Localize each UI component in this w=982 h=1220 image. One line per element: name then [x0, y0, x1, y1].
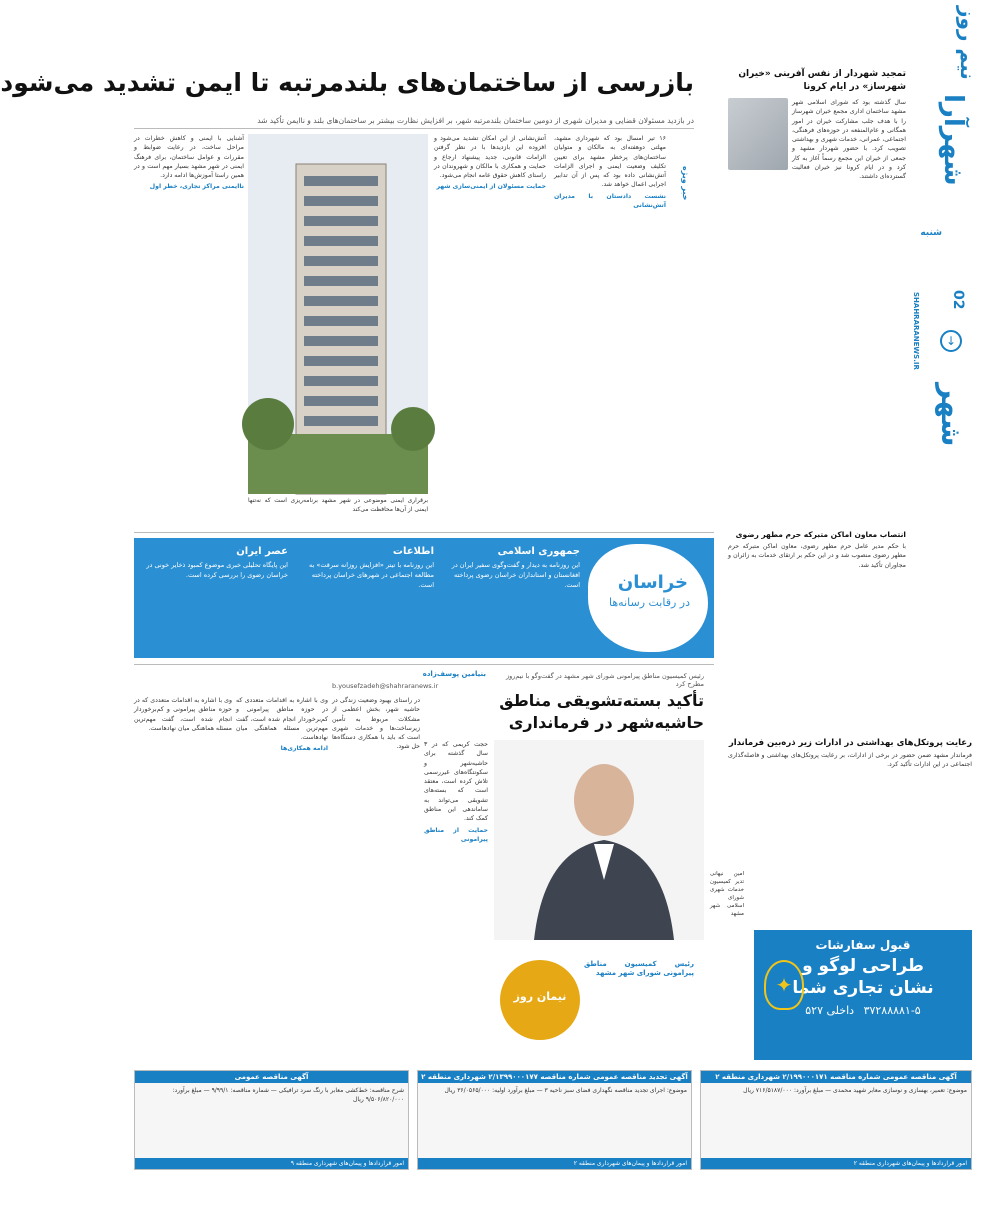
- sidebar-subhead: انتصاب معاون اماکن متبرکه حرم مطهر رضوی: [735, 530, 906, 539]
- lead-story-title: بازرسی از ساختمان‌های بلندمرتبه تا ایمن تشدید می‌شود: [0, 68, 694, 97]
- lead-kicker: خبر ویژه: [681, 165, 690, 200]
- building-photo: [248, 134, 428, 494]
- sidebar-story-title: تمجید شهردار از نفس آفرینی «خیران شهرساز» در ایام کرونا: [738, 69, 906, 92]
- lead-col-2: آتش‌نشانی از این امکان تشدید می‌شود و افزوده این بازدیدها با در نظر گرفتن الزامات قانونی، جدید پیشنهاد ارجاع و حمایت و همکاری با مالکان و شهروندان در راستای کاهش حقوق عامه انجام می‌شود. حمایت مسئولان از ایمنی‌سازی شهر: [434, 135, 546, 191]
- lead-story-subtitle: در بازدید مسئولان قضایی و مدیران شهری از دومین ساختمان بلندمرتبه شهر، بر افزایش نظارت بیشتر بر ساختمان‌های بلند و ناایمن تأکید شد: [257, 116, 694, 125]
- review-item-1: جمهوری اسلامی این روزنامه به دیدار و گفت‌وگوی سفیر ایران در افغانستان و استانداران خراسان رضوی پرداخته است.: [451, 546, 580, 589]
- interview-badge: نیمان روز: [500, 960, 580, 1040]
- interview-col-4: وی با اشاره به اقدامات متعددی که در حوزه مناطق پیرامونی و کم‌برخوردار انجام شده است، گفت مهم‌ترین مسئله هماهنگی میان نهادهاست.: [134, 697, 232, 732]
- masthead-logo: شهرآرا: [938, 94, 968, 186]
- section-arrow-icon: ↓: [940, 330, 962, 352]
- sidebar-story-body: سال گذشته بود که شورای اسلامی شهر مشهد ساختمان اداری مجمع خیران شهرساز را با هدف جلب مشارکت خیران در امور همگانی و عام‌المنفعه در حوزه‌های فرهنگی، اجتماعی، عمرانی، خدمات شهری و بهداشتی تصویب کرد. با حضور شهردار مشهد و جمعی از خیران این مجمع رسماً آغاز به کار کرد و در ایام کرونا نیز خیران فعالیت گسترده‌ای داشتند.: [792, 99, 906, 181]
- lead-subhead-1: حمایت مسئولان از ایمنی‌سازی شهر: [436, 183, 546, 191]
- masthead-day: شنبه: [920, 228, 942, 238]
- left-page-label: نیم روز: [956, 6, 980, 80]
- interview-col-3: وی با اشاره به اقدامات متعددی که در حوزه مناطق پیرامونی و کم‌برخوردار انجام شده است، گفت مهم‌ترین مسئله هماهنگی میان نهادهاست. ادامه همکاری‌ها: [236, 697, 328, 753]
- sidebar-body-3: فرماندار مشهد ضمن حضور در برخی از ادارات، بر رعایت پروتکل‌های بهداشتی و فاصله‌گذاری اجتماعی در این ادارات تأکید کرد.: [728, 752, 972, 769]
- bulb-icon: ✦: [764, 960, 804, 1010]
- logo-ad-banner[interactable]: ✦ قبول سفارشات طراحی لوگو و نشان تجاری شما ۳۷۲۸۸۸۸۱-۵ داخلی ۵۲۷: [754, 930, 972, 1060]
- interview-subhead-2: ادامه همکاری‌ها: [280, 745, 328, 753]
- tender-ad-1: آگهی مناقصه عمومی شرح مناقصه: خط‌کشی معابر با رنگ سرد ترافیکی — شماره مناقصه: ۹/۹۹/۱ — مبلغ برآورد: ۹/۵۰۶/۸۲۰/۰۰۰ ریال امور قراردادها و پیمان‌های شهرداری منطقه ۹: [134, 1070, 409, 1170]
- khorasan-review: [134, 538, 714, 658]
- lead-subhead-2: نشست دادستان با مدیران آتش‌نشانی: [554, 192, 666, 210]
- ad-phone[interactable]: ۳۷۲۸۸۸۸۱-۵: [863, 1004, 921, 1017]
- interview-col-2: در راستای بهبود وضعیت زندگی در حاشیه شهر، بخش اعظمی از مشکلات مربوط به تأمین زیرساخت‌ها و خدمات شهری است که باید با همکاری دستگاه‌ها حل شود.: [332, 697, 420, 751]
- sidebar-body-2: با حکم مدیر عامل حرم مطهر رضوی، معاون اماکن متبرکه حرم مطهر رضوی منصوب شد و در این حکم بر ارتقای خدمات به زائران و مجاوران تأکید شد.: [728, 543, 906, 569]
- building-photo-caption: برقراری ایمنی موضوعی در شهر مشهد برنامه‌ریزی است که نه‌تنها ایمنی از آن‌ها محافظت می‌کند: [248, 497, 428, 514]
- sidebar-subhead-2: رعایت پروتکل‌های بهداشتی در ادارات زیر ذره‌بین فرماندار: [728, 738, 972, 748]
- sidebar-story: [728, 68, 906, 528]
- interview-pull-quote: رئیس کمیسیون مناطق پیرامونی شورای شهر مشهد: [584, 960, 694, 978]
- khorasan-title: خراسان: [617, 572, 688, 593]
- tender-ad-2: آگهی تجدید مناقصه عمومی شماره مناقصه ۲/۱۳۹۹۰۰۰۱۷۷ شهرداری منطقه ۲ موضوع: اجرای تجدید مناقصه نگهداری فضای سبز ناحیه ۳ — مبلغ برآورد اولیه: ۳۶/۰۵۶۵/۰۰۰ ریال امور قراردادها و پیمان‌های شهرداری منطقه ۲: [417, 1070, 692, 1170]
- sidebar-photo: [728, 98, 788, 170]
- interview-kicker: بنیامین پوسف‌زاده: [422, 670, 486, 678]
- interview-subhead-1: حمایت از مناطق پیرامونی: [424, 826, 488, 843]
- page-number: 02: [950, 290, 966, 310]
- portrait-illustration: [494, 740, 704, 940]
- review-item-2: اطلاعات این روزنامه با تیتر «افزایش روزانه سرقت» به مطالعه اجتماعی در شهرهای خراسان پرداخته است.: [309, 546, 434, 589]
- interview-title: تأکید بسته‌تشویقی مناطق حاشیه‌شهر در فرمانداری: [499, 691, 704, 732]
- sidebar-subhead-block: [728, 530, 906, 620]
- review-item-3: عصر ایران این پایگاه تحلیلی خبری موضوع کمبود ذخایر خونی در خراسان رضوی را بررسی کرده است.: [146, 546, 288, 579]
- lead-col-1: ۱۶ تیر امسال بود که شهرداری مشهد، مهلتی دوهفته‌ای به مالکان و متولیان ساختمان‌های پرخطر مشهد برای تعیین تکلیف وضعیت ایمنی و اجرای الزامات آتش‌نشانی داده بود که پس از آن تدابیر اجرایی اعمال خواهد شد. نشست دادستان با مدیران آتش‌نشانی: [554, 135, 666, 210]
- interview-side-note: امین نیهانی تدیر کمیسیون خدمات شهری شورای اسلامی شهر مشهد: [710, 871, 744, 917]
- lead-subhead-3: ناایمنی مراکز تجاری، خطر اول: [149, 183, 244, 191]
- lead-col-3: آشنایی با ایمنی و کاهش خطرات در مراحل ساخت، در رعایت ضوابط و مقررات و عوامل ساختمان، برای فرهنگ ایمنی در شهر مشهد بسیار مهم است و در همین راستا آموزش‌ها ادامه دارد. ناایمنی مراکز تجاری، خطر اول: [134, 135, 244, 191]
- ad-ext: داخلی ۵۲۷: [805, 1004, 855, 1017]
- interview-lead-in: رئیس کمیسیون مناطق پیرامونی شورای شهر مشهد در گفت‌وگو با نیم‌روز مطرح کرد: [505, 672, 704, 688]
- masthead-side-text: SHAHRARANEWS.IR: [912, 292, 920, 370]
- interview-email[interactable]: b.yousefzadeh@shahraranews.ir: [332, 682, 439, 690]
- khorasan-subtitle: در رقابت رسانه‌ها: [609, 596, 690, 609]
- interview-col-1: حجت کریمی که در ۳ سال گذشته برای حاشیه‌شهر و سکونتگاه‌های غیررسمی تلاش کرده است، معتقد است که بسته‌های تشویقی می‌تواند به ساماندهی این مناطق کمک کند. حمایت از مناطق پیرامونی: [424, 741, 488, 843]
- interview-photo: [494, 740, 704, 940]
- tender-ad-3: آگهی مناقصه عمومی شماره مناقصه ۲/۱۹۹۰۰۰۱۷۱ شهرداری منطقه ۲ موضوع: تعمیر، بهسازی و نوسازی معابر شهید محمدی — مبلغ برآورد: ۷۱۶/۵۱۸۷/۰۰۰ ریال امور قراردادها و پیمان‌های شهرداری منطقه ۲: [700, 1070, 972, 1170]
- section-name: شهر: [935, 383, 968, 447]
- building-illustration: [248, 134, 428, 494]
- sidebar-subhead-block-2: [728, 738, 972, 848]
